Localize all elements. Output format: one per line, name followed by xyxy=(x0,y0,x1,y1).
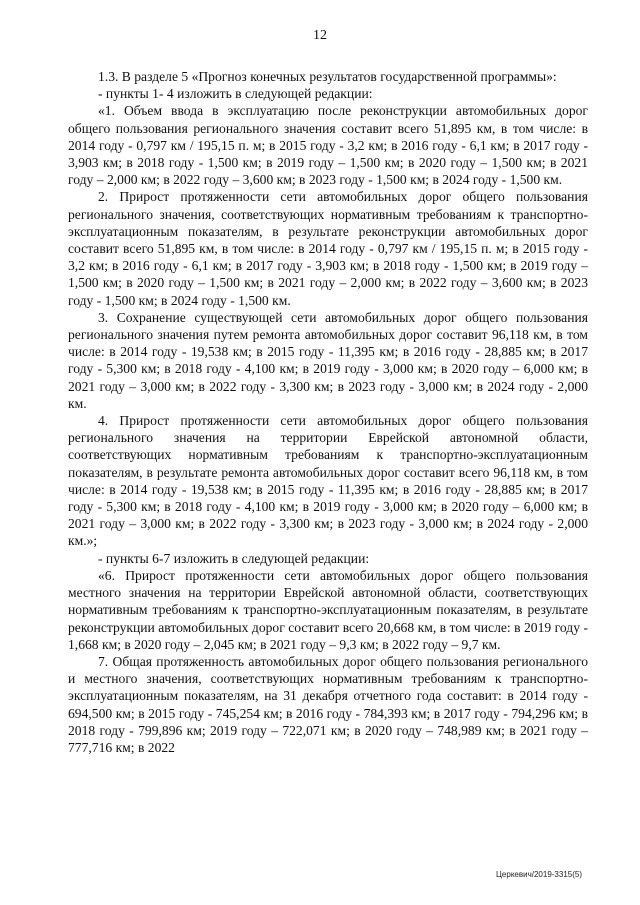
page-number: 12 xyxy=(313,28,327,43)
paragraph-item-4: 4. Прирост протяженности сети автомобильных дорог общего пользования регионального значения на территории Еврейской автономной области, соответствующих нормативным требованиям к транспортно-эксплуатационным показателям, в результате ремонта автомобильных дорог составит всего 96,118 км, в том числе: в 2014 году - 19,538 км; в 2015 году - 11,395 км; в 2016 году - 28,885 км; в 2017 году - 5,300 км; в 2018 году - 4,100 км; в 2019 году - 3,000 км; в 2020 году – 6,000 км; в 2021 году – 3,000 км; в 2022 году - 3,300 км; в 2023 году - 3,000 км; в 2024 году - 2,000 км.»; xyxy=(68,413,588,549)
paragraph-item-1: «1. Объем ввода в эксплуатацию после реконструкции автомобильных дорог общего пользования регионального значения составит всего 51,895 км, в том числе: в 2014 году - 0,797 км / 195,15 п. м; в 2015 году - 3,2 км; в 2016 году - 6,1 км; в 2017 году - 3,903 км; в 2018 году - 1,500 км; в 2019 году – 1,500 км; в 2020 году – 1,500 км; в 2021 году – 2,000 км; в 2022 году – 3,600 км; в 2023 году - 1,500 км; в 2024 году - 1,500 км. xyxy=(68,103,588,188)
paragraph-item-3: 3. Сохранение существующей сети автомобильных дорог общего пользования регионального значения путем ремонта автомобильных дорог составит 96,118 км, в том числе: в 2014 году - 19,538 км; в 2015 году - 11,395 км; в 2016 году - 28,885 км; в 2017 году - 5,300 км; в 2018 году - 4,100 км; в 2019 году - 3,000 км; в 2020 году – 6,000 км; в 2021 году – 3,000 км; в 2022 году - 3,300 км; в 2023 году - 3,000 км; в 2024 году - 2,000 км. xyxy=(68,309,588,411)
document-footer-code: Церкевич/2019-3315(5) xyxy=(496,870,582,879)
paragraph-item-2: 2. Прирост протяженности сети автомобильных дорог общего пользования регионального значения, соответствующих нормативным требованиям к транспортно-эксплуатационным показателям, в результате реконструкции автомобильных дорог составит всего 51,895 км, в том числе: в 2014 году - 0,797 км / 195,15 п. м; в 2015 году - 3,2 км; в 2016 году - 6,1 км; в 2017 году - 3,903 км; в 2018 году - 1,500 км; в 2019 году – 1,500 км; в 2020 году – 1,500 км; в 2021 году – 2,000 км; в 2022 году – 3,600 км; в 2023 году - 1,500 км; в 2024 году - 1,500 км. xyxy=(68,189,588,308)
paragraph-items-6-7-intro: - пункты 6-7 изложить в следующей редакции: xyxy=(98,550,370,566)
paragraph-item-7: 7. Общая протяженность автомобильных дорог общего пользования регионального и местного значения, соответствующих нормативным требованиям к транспортно-эксплуатационным показателям, на 31 декабря отчетного года составит: в 2014 году - 694,500 км; в 2015 году - 745,254 км; в 2016 году - 784,393 км; в 2017 году - 794,296 км; в 2018 году - 799,896 км; 2019 году – 722,071 км; в 2020 году – 748,989 км; в 2021 году – 777,716 км; в 2022 xyxy=(68,653,588,755)
paragraph-item-6: «6. Прирост протяженности сети автомобильных дорог общего пользования местного значения на территории Еврейской автономной области, соответствующих нормативным требованиям к транспортно-эксплуатационным показателям, в результате реконструкции автомобильных дорог составит всего 20,668 км, в том числе: в 2019 году - 1,668 км; в 2020 году – 2,045 км; в 2021 году – 9,3 км; в 2022 году – 9,7 км. xyxy=(68,567,588,652)
paragraph-items-1-4-intro: - пункты 1- 4 изложить в следующей редакции: xyxy=(98,86,373,102)
paragraph-1-3: 1.3. В разделе 5 «Прогноз конечных результатов государственной программы»: xyxy=(98,69,557,84)
document-body xyxy=(68,68,588,756)
